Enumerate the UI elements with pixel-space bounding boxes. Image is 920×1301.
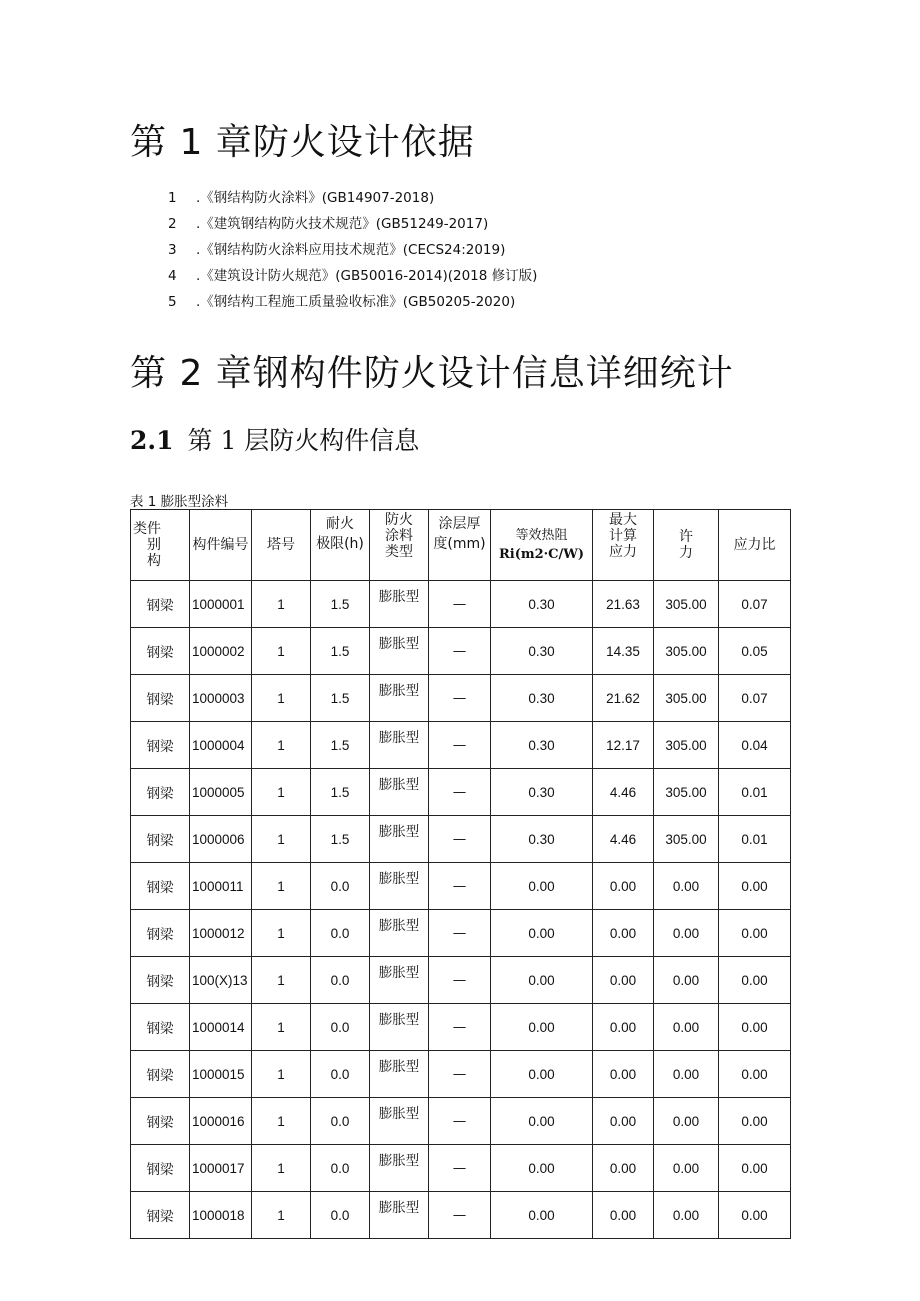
cell-coating-thickness: —	[429, 722, 491, 769]
table-row	[131, 1004, 791, 1051]
cell-fire-rating: 0.0	[311, 1145, 370, 1192]
cell-stress-ratio: 0.00	[719, 1098, 791, 1145]
cell-tower: 1	[252, 1098, 311, 1145]
cell-coating-thickness: —	[429, 910, 491, 957]
cell-thermal-resistance: 0.30	[491, 769, 593, 816]
reference-text: .《建筑设计防火规范》(GB50016-2014)(2018 修订版)	[196, 268, 538, 284]
table-row	[131, 1192, 791, 1239]
header-resistance-line2: Ri(m2·C/W)	[498, 546, 585, 562]
cell-coating-type: 膨胀型	[370, 722, 429, 769]
table-row	[131, 1051, 791, 1098]
cell-coating-type: 膨胀型	[370, 1004, 429, 1051]
cell-member-code: 1000017	[190, 1145, 252, 1192]
cell-fire-rating: 0.0	[311, 1004, 370, 1051]
table-row	[131, 1098, 791, 1145]
cell-fire-rating: 1.5	[311, 816, 370, 863]
cell-allowable-stress: 305.00	[654, 628, 719, 675]
cell-stress-ratio: 0.01	[719, 769, 791, 816]
table-row	[131, 628, 791, 675]
cell-coating-type: 膨胀型	[370, 1051, 429, 1098]
cell-thermal-resistance: 0.30	[491, 628, 593, 675]
cell-thermal-resistance: 0.00	[491, 1098, 593, 1145]
cell-fire-rating: 0.0	[311, 1192, 370, 1239]
cell-fire-rating: 1.5	[311, 628, 370, 675]
reference-text: .《钢结构工程施工质量验收标准》(GB50205-2020)	[196, 294, 516, 310]
cell-thermal-resistance: 0.00	[491, 957, 593, 1004]
cell-thermal-resistance: 0.00	[491, 1145, 593, 1192]
cell-max-stress: 0.00	[593, 1192, 654, 1239]
cell-tower: 1	[252, 1004, 311, 1051]
cell-allowable-stress: 0.00	[654, 1051, 719, 1098]
header-type-line1: 类件	[133, 521, 161, 537]
header-coating-line3: 类型	[385, 544, 413, 560]
cell-tower: 1	[252, 1145, 311, 1192]
cell-coating-thickness: —	[429, 816, 491, 863]
cell-stress-ratio: 0.04	[719, 722, 791, 769]
header-coating-thickness	[429, 510, 491, 581]
cell-member-code: 1000002	[190, 628, 252, 675]
cell-max-stress: 4.46	[593, 769, 654, 816]
cell-thermal-resistance: 0.00	[491, 1051, 593, 1098]
cell-member-code: 1000011	[190, 863, 252, 910]
cell-allowable-stress: 305.00	[654, 769, 719, 816]
cell-member-type: 钢梁	[131, 957, 190, 1004]
section-title: 第 1 层防火构件信息	[187, 426, 420, 455]
cell-max-stress: 14.35	[593, 628, 654, 675]
header-tower: 塔号	[252, 510, 311, 581]
cell-max-stress: 0.00	[593, 1098, 654, 1145]
header-type-line2: 别	[147, 537, 161, 553]
header-member-code: 构件编号	[190, 510, 252, 581]
reference-number: 5	[168, 294, 177, 310]
cell-thermal-resistance: 0.00	[491, 910, 593, 957]
cell-member-type: 钢梁	[131, 1145, 190, 1192]
cell-member-code: 1000003	[190, 675, 252, 722]
cell-allowable-stress: 305.00	[654, 675, 719, 722]
table-row	[131, 722, 791, 769]
cell-member-code: 1000014	[190, 1004, 252, 1051]
cell-stress-ratio: 0.00	[719, 863, 791, 910]
cell-coating-type: 膨胀型	[370, 1192, 429, 1239]
cell-member-code: 1000006	[190, 816, 252, 863]
cell-max-stress: 0.00	[593, 957, 654, 1004]
cell-coating-thickness: —	[429, 581, 491, 628]
cell-thermal-resistance: 0.00	[491, 863, 593, 910]
cell-stress-ratio: 0.01	[719, 816, 791, 863]
cell-coating-thickness: —	[429, 957, 491, 1004]
cell-thermal-resistance: 0.30	[491, 675, 593, 722]
cell-member-code: 1000001	[190, 581, 252, 628]
cell-coating-thickness: —	[429, 1051, 491, 1098]
section-heading	[130, 421, 419, 457]
table-row	[131, 957, 791, 1004]
cell-max-stress: 0.00	[593, 1145, 654, 1192]
cell-coating-type: 膨胀型	[370, 675, 429, 722]
cell-coating-type: 膨胀型	[370, 816, 429, 863]
cell-max-stress: 0.00	[593, 910, 654, 957]
cell-coating-thickness: —	[429, 769, 491, 816]
reference-text: .《建筑钢结构防火技术规范》(GB51249-2017)	[196, 216, 489, 232]
cell-coating-type: 膨胀型	[370, 957, 429, 1004]
header-stress-line3: 应力	[609, 544, 637, 560]
cell-max-stress: 4.46	[593, 816, 654, 863]
cell-fire-rating: 0.0	[311, 1051, 370, 1098]
table-row	[131, 816, 791, 863]
cell-coating-thickness: —	[429, 1098, 491, 1145]
header-fire-rating	[311, 510, 370, 581]
header-allow-line2: 力	[679, 545, 693, 561]
cell-coating-thickness: —	[429, 1192, 491, 1239]
reference-number: 4	[168, 268, 177, 284]
cell-tower: 1	[252, 722, 311, 769]
cell-tower: 1	[252, 910, 311, 957]
header-rating-line2: 极限(h)	[316, 536, 364, 552]
reference-number: 3	[168, 242, 177, 258]
cell-coating-thickness: —	[429, 628, 491, 675]
table-row	[131, 1145, 791, 1192]
table-row	[131, 769, 791, 816]
cell-fire-rating: 1.5	[311, 769, 370, 816]
header-coating-type	[370, 510, 429, 581]
header-thickness-line2: 度(mm)	[433, 536, 486, 552]
cell-member-type: 钢梁	[131, 628, 190, 675]
cell-coating-type: 膨胀型	[370, 910, 429, 957]
cell-member-code: 1000016	[190, 1098, 252, 1145]
chapter-2-title: 第 2 章钢构件防火设计信息详细统计	[130, 353, 734, 394]
reference-item	[168, 237, 537, 263]
cell-allowable-stress: 305.00	[654, 581, 719, 628]
cell-max-stress: 12.17	[593, 722, 654, 769]
fireproof-members-table	[130, 509, 791, 1239]
reference-text: .《钢结构防火涂料》(GB14907-2018)	[196, 190, 435, 206]
cell-tower: 1	[252, 863, 311, 910]
cell-member-type: 钢梁	[131, 1192, 190, 1239]
cell-stress-ratio: 0.00	[719, 1051, 791, 1098]
cell-coating-type: 膨胀型	[370, 1145, 429, 1192]
reference-number: 1	[168, 190, 177, 206]
cell-tower: 1	[252, 1051, 311, 1098]
cell-max-stress: 0.00	[593, 1051, 654, 1098]
header-coating-line1: 防火	[385, 512, 413, 528]
cell-coating-type: 膨胀型	[370, 1098, 429, 1145]
cell-allowable-stress: 0.00	[654, 863, 719, 910]
cell-tower: 1	[252, 581, 311, 628]
cell-max-stress: 21.62	[593, 675, 654, 722]
reference-item	[168, 185, 537, 211]
cell-tower: 1	[252, 628, 311, 675]
cell-thermal-resistance: 0.30	[491, 722, 593, 769]
cell-member-type: 钢梁	[131, 910, 190, 957]
cell-allowable-stress: 0.00	[654, 1098, 719, 1145]
cell-fire-rating: 0.0	[311, 910, 370, 957]
header-thermal-resistance	[491, 510, 593, 581]
table-caption: 表 1 膨胀型涂料	[130, 494, 229, 510]
table-row	[131, 581, 791, 628]
table-body	[131, 581, 791, 1239]
header-type-line3: 构	[147, 553, 161, 569]
cell-coating-type: 膨胀型	[370, 863, 429, 910]
cell-max-stress: 0.00	[593, 863, 654, 910]
header-member-type	[131, 510, 190, 581]
cell-fire-rating: 0.0	[311, 1098, 370, 1145]
cell-thermal-resistance: 0.30	[491, 816, 593, 863]
cell-member-code: 100(X)13	[190, 957, 252, 1004]
section-number: 2.1	[130, 426, 174, 455]
cell-tower: 1	[252, 816, 311, 863]
cell-thermal-resistance: 0.30	[491, 581, 593, 628]
cell-fire-rating: 1.5	[311, 722, 370, 769]
cell-member-type: 钢梁	[131, 581, 190, 628]
cell-member-type: 钢梁	[131, 816, 190, 863]
header-coating-line2: 涂料	[385, 528, 413, 544]
cell-tower: 1	[252, 675, 311, 722]
cell-stress-ratio: 0.00	[719, 910, 791, 957]
header-resistance-line1: 等效热阻	[515, 527, 568, 543]
cell-max-stress: 21.63	[593, 581, 654, 628]
reference-text: .《钢结构防火涂料应用技术规范》(CECS24:2019)	[196, 242, 506, 258]
header-stress-line1: 最大	[609, 512, 637, 528]
cell-stress-ratio: 0.00	[719, 1145, 791, 1192]
table-row	[131, 910, 791, 957]
reference-item	[168, 211, 537, 237]
cell-stress-ratio: 0.07	[719, 581, 791, 628]
cell-member-code: 1000018	[190, 1192, 252, 1239]
cell-member-code: 1000005	[190, 769, 252, 816]
cell-allowable-stress: 305.00	[654, 722, 719, 769]
cell-allowable-stress: 0.00	[654, 1145, 719, 1192]
cell-coating-type: 膨胀型	[370, 628, 429, 675]
cell-allowable-stress: 0.00	[654, 910, 719, 957]
cell-member-code: 1000004	[190, 722, 252, 769]
chapter-1-title: 第 1 章防火设计依据	[130, 122, 475, 163]
cell-allowable-stress: 305.00	[654, 816, 719, 863]
cell-fire-rating: 1.5	[311, 581, 370, 628]
cell-fire-rating: 0.0	[311, 957, 370, 1004]
cell-member-type: 钢梁	[131, 722, 190, 769]
cell-max-stress: 0.00	[593, 1004, 654, 1051]
cell-member-type: 钢梁	[131, 863, 190, 910]
cell-member-code: 1000015	[190, 1051, 252, 1098]
cell-stress-ratio: 0.05	[719, 628, 791, 675]
reference-list	[168, 185, 537, 315]
cell-member-type: 钢梁	[131, 1098, 190, 1145]
cell-allowable-stress: 0.00	[654, 957, 719, 1004]
cell-allowable-stress: 0.00	[654, 1004, 719, 1051]
cell-thermal-resistance: 0.00	[491, 1004, 593, 1051]
cell-stress-ratio: 0.00	[719, 957, 791, 1004]
cell-member-code: 1000012	[190, 910, 252, 957]
cell-thermal-resistance: 0.00	[491, 1192, 593, 1239]
cell-stress-ratio: 0.00	[719, 1192, 791, 1239]
header-allowable-stress	[654, 510, 719, 581]
cell-member-type: 钢梁	[131, 769, 190, 816]
reference-number: 2	[168, 216, 177, 232]
table-row	[131, 863, 791, 910]
cell-tower: 1	[252, 957, 311, 1004]
cell-coating-thickness: —	[429, 863, 491, 910]
cell-member-type: 钢梁	[131, 1051, 190, 1098]
reference-item	[168, 263, 537, 289]
cell-tower: 1	[252, 1192, 311, 1239]
cell-stress-ratio: 0.07	[719, 675, 791, 722]
cell-coating-thickness: —	[429, 1145, 491, 1192]
cell-allowable-stress: 0.00	[654, 1192, 719, 1239]
header-stress-ratio: 应力比	[719, 510, 791, 581]
cell-member-type: 钢梁	[131, 675, 190, 722]
header-stress-line2: 计算	[609, 528, 637, 544]
cell-fire-rating: 1.5	[311, 675, 370, 722]
cell-tower: 1	[252, 769, 311, 816]
cell-coating-type: 膨胀型	[370, 769, 429, 816]
header-rating-line1: 耐火	[326, 516, 354, 532]
cell-stress-ratio: 0.00	[719, 1004, 791, 1051]
cell-fire-rating: 0.0	[311, 863, 370, 910]
cell-member-type: 钢梁	[131, 1004, 190, 1051]
reference-item	[168, 289, 537, 315]
cell-coating-thickness: —	[429, 675, 491, 722]
cell-coating-thickness: —	[429, 1004, 491, 1051]
header-max-stress	[593, 510, 654, 581]
header-allow-line1: 许	[679, 529, 693, 545]
table-header-row	[131, 510, 791, 581]
header-thickness-line1: 涂层厚	[438, 516, 481, 532]
cell-coating-type: 膨胀型	[370, 581, 429, 628]
table-row	[131, 675, 791, 722]
